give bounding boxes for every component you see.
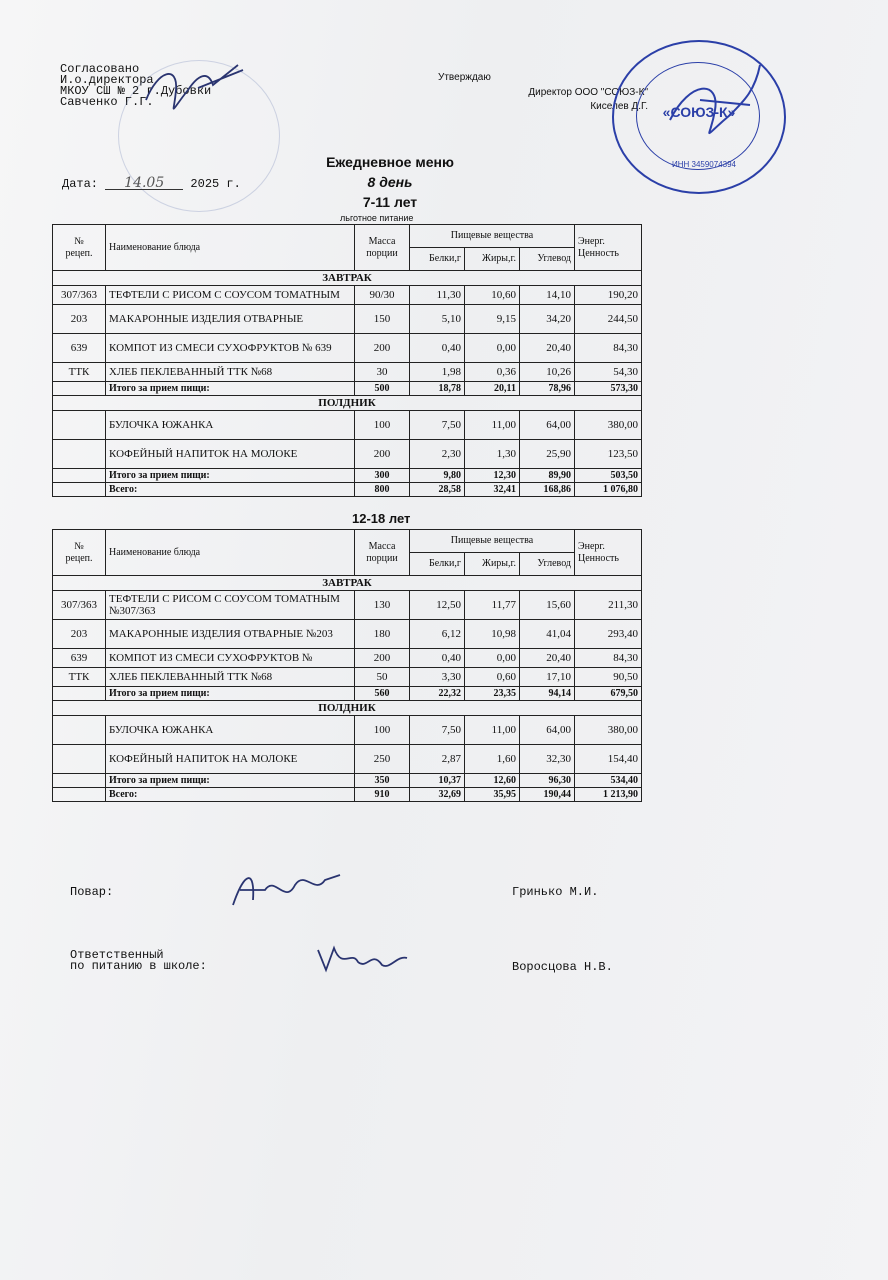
total-protein: 10,37: [410, 774, 465, 788]
responsible-signature: [312, 940, 412, 980]
portion-mass: 180: [355, 620, 410, 649]
total-label: Итого за прием пищи:: [106, 382, 355, 396]
cook-label: Повар:: [70, 885, 114, 899]
total-carbs: 78,96: [520, 382, 575, 396]
energy-value: 190,20: [575, 286, 642, 305]
table-row: [53, 745, 642, 774]
approver-signature: [660, 60, 770, 150]
dish-name: КОФЕЙНЫЙ НАПИТОК НА МОЛОКЕ: [106, 745, 355, 774]
total-energy: 679,50: [575, 687, 642, 701]
cook-name: Гринько М.И.: [512, 885, 599, 899]
total-label: Итого за прием пищи:: [106, 687, 355, 701]
dish-name: КОМПОТ ИЗ СМЕСИ СУХОФРУКТОВ № 639: [106, 334, 355, 363]
recipe-code: [53, 440, 106, 469]
fat-value: 11,00: [465, 716, 520, 745]
total-energy: 503,50: [575, 469, 642, 483]
total-carbs: 94,14: [520, 687, 575, 701]
protein-value: 3,30: [410, 668, 465, 687]
total-fat: 12,60: [465, 774, 520, 788]
portion-mass: 250: [355, 745, 410, 774]
energy-value: 380,00: [575, 716, 642, 745]
carbs-value: 14,10: [520, 286, 575, 305]
dish-name: КОФЕЙНЫЙ НАПИТОК НА МОЛОКЕ: [106, 440, 355, 469]
stamp-name: «СОЮЗ-К»: [662, 104, 736, 120]
header-nutrients: Пищевые вещества: [410, 530, 575, 553]
protein-value: 11,30: [410, 286, 465, 305]
section-snack: ПОЛДНИК: [53, 396, 642, 411]
dish-name: ТЕФТЕЛИ С РИСОМ С СОУСОМ ТОМАТНЫМ: [106, 286, 355, 305]
total-fat: 32,41: [465, 483, 520, 497]
breakfast-total-row: [53, 382, 642, 396]
grand-total-row: [53, 483, 642, 497]
total-energy: 534,40: [575, 774, 642, 788]
fat-value: 11,00: [465, 411, 520, 440]
portion-mass: 100: [355, 411, 410, 440]
header-fat: Жиры,г.: [465, 553, 520, 576]
carbs-value: 15,60: [520, 591, 575, 620]
header-nutrients: Пищевые вещества: [410, 225, 575, 248]
protein-value: 7,50: [410, 716, 465, 745]
energy-value: 54,30: [575, 363, 642, 382]
recipe-code: 203: [53, 305, 106, 334]
breakfast-total-row: [53, 687, 642, 701]
dish-name: БУЛОЧКА ЮЖАНКА: [106, 716, 355, 745]
note: льготное питание: [340, 213, 414, 223]
header-row: [53, 530, 642, 553]
carbs-value: 10,26: [520, 363, 575, 382]
fat-value: 9,15: [465, 305, 520, 334]
title-day: 8 день: [367, 174, 413, 190]
energy-value: 90,50: [575, 668, 642, 687]
header-fat: Жиры,г.: [465, 248, 520, 271]
portion-mass: 150: [355, 305, 410, 334]
fat-value: 10,98: [465, 620, 520, 649]
carbs-value: 41,04: [520, 620, 575, 649]
table-row: [53, 620, 642, 649]
approval-left-line4: Савченко Г.Г.: [60, 95, 154, 109]
recipe-code: 639: [53, 649, 106, 668]
protein-value: 12,50: [410, 591, 465, 620]
energy-value: 211,30: [575, 591, 642, 620]
carbs-value: 17,10: [520, 668, 575, 687]
total-mass: 800: [355, 483, 410, 497]
fat-value: 10,60: [465, 286, 520, 305]
dish-name: КОМПОТ ИЗ СМЕСИ СУХОФРУКТОВ №: [106, 649, 355, 668]
responsible-name: Воросцова Н.В.: [512, 960, 613, 974]
carbs-value: 32,30: [520, 745, 575, 774]
energy-value: 84,30: [575, 649, 642, 668]
recipe-code: 203: [53, 620, 106, 649]
responsible-label: [70, 950, 207, 972]
age-group-heading: 12-18 лет: [352, 511, 411, 526]
portion-mass: 50: [355, 668, 410, 687]
total-mass: 500: [355, 382, 410, 396]
header-carbs: Углевод: [520, 248, 575, 271]
title-age: 7-11 лет: [362, 194, 418, 210]
approval-left-line3: МКОУ СШ № 2 г.Дубовки: [60, 84, 212, 98]
fat-value: 0,60: [465, 668, 520, 687]
total-mass: 560: [355, 687, 410, 701]
header-name: Наименование блюда: [106, 225, 355, 271]
header-energy: Энерг. Ценность: [575, 225, 642, 271]
fat-value: 0,00: [465, 649, 520, 668]
date-line: [62, 175, 241, 191]
table-row: [53, 286, 642, 305]
total-carbs: 89,90: [520, 469, 575, 483]
portion-mass: 100: [355, 716, 410, 745]
header-protein: Белки,г: [410, 553, 465, 576]
total-protein: 22,32: [410, 687, 465, 701]
dish-name: БУЛОЧКА ЮЖАНКА: [106, 411, 355, 440]
header-code: № рецеп.: [53, 225, 106, 271]
table-row: [53, 668, 642, 687]
total-fat: 12,30: [465, 469, 520, 483]
dish-name: МАКАРОННЫЕ ИЗДЕЛИЯ ОТВАРНЫЕ №203: [106, 620, 355, 649]
carbs-value: 64,00: [520, 411, 575, 440]
header-mass: Масса порции: [355, 225, 410, 271]
page-title: [300, 152, 480, 212]
energy-value: 380,00: [575, 411, 642, 440]
snack-total-row: [53, 774, 642, 788]
table-row: [53, 411, 642, 440]
header-row: [53, 225, 642, 248]
header-mass: Масса порции: [355, 530, 410, 576]
energy-value: 293,40: [575, 620, 642, 649]
total-carbs: 168,86: [520, 483, 575, 497]
section-breakfast: ЗАВТРАК: [53, 576, 642, 591]
recipe-code: [53, 745, 106, 774]
total-protein: 9,80: [410, 469, 465, 483]
total-fat: 20,11: [465, 382, 520, 396]
protein-value: 2,87: [410, 745, 465, 774]
recipe-code: [53, 411, 106, 440]
total-energy: 573,30: [575, 382, 642, 396]
approval-left-line1: Согласовано: [60, 62, 140, 76]
approval-right-line1: Директор ООО "СОЮЗ-К": [528, 87, 648, 98]
total-carbs: 96,30: [520, 774, 575, 788]
header-code: № рецеп.: [53, 530, 106, 576]
energy-value: 154,40: [575, 745, 642, 774]
table-row: [53, 716, 642, 745]
recipe-code: 307/363: [53, 591, 106, 620]
recipe-code: 639: [53, 334, 106, 363]
responsible-label-line2: по питанию в школе:: [70, 959, 207, 973]
carbs-value: 64,00: [520, 716, 575, 745]
grand-total-row: [53, 788, 642, 802]
protein-value: 0,40: [410, 334, 465, 363]
table-row: [53, 305, 642, 334]
recipe-code: 307/363: [53, 286, 106, 305]
portion-mass: 200: [355, 649, 410, 668]
total-label: Всего:: [106, 788, 355, 802]
total-fat: 23,35: [465, 687, 520, 701]
total-energy: 1 213,90: [575, 788, 642, 802]
header-carbs: Углевод: [520, 553, 575, 576]
recipe-code: ТТК: [53, 668, 106, 687]
portion-mass: 130: [355, 591, 410, 620]
total-mass: 910: [355, 788, 410, 802]
total-protein: 28,58: [410, 483, 465, 497]
date-year: 2025 г.: [190, 177, 241, 191]
protein-value: 6,12: [410, 620, 465, 649]
energy-value: 84,30: [575, 334, 642, 363]
responsible-label-line1: Ответственный: [70, 948, 164, 962]
protein-value: 2,30: [410, 440, 465, 469]
portion-mass: 90/30: [355, 286, 410, 305]
portion-mass: 200: [355, 334, 410, 363]
snack-total-row: [53, 469, 642, 483]
carbs-value: 25,90: [520, 440, 575, 469]
total-label: Итого за прием пищи:: [106, 774, 355, 788]
energy-value: 123,50: [575, 440, 642, 469]
total-label: Всего:: [106, 483, 355, 497]
header-energy: Энерг. Ценность: [575, 530, 642, 576]
total-mass: 350: [355, 774, 410, 788]
dish-name: МАКАРОННЫЕ ИЗДЕЛИЯ ОТВАРНЫЕ: [106, 305, 355, 334]
menu-table-12-18: [52, 529, 642, 802]
dish-name: ХЛЕБ ПЕКЛЕВАННЫЙ ТТК №68: [106, 363, 355, 382]
fat-value: 0,00: [465, 334, 520, 363]
carbs-value: 34,20: [520, 305, 575, 334]
protein-value: 0,40: [410, 649, 465, 668]
date-label: Дата:: [62, 177, 99, 191]
approval-left-line2: И.о.директора: [60, 73, 154, 87]
menu-table-7-11: [52, 224, 642, 497]
recipe-code: ТТК: [53, 363, 106, 382]
fat-value: 11,77: [465, 591, 520, 620]
table-row: [53, 334, 642, 363]
total-carbs: 190,44: [520, 788, 575, 802]
table-row: [53, 591, 642, 620]
fat-value: 1,60: [465, 745, 520, 774]
portion-mass: 30: [355, 363, 410, 382]
energy-value: 244,50: [575, 305, 642, 334]
title-line1: Ежедневное меню: [326, 154, 454, 170]
carbs-value: 20,40: [520, 649, 575, 668]
section-snack: ПОЛДНИК: [53, 701, 642, 716]
dish-name: ХЛЕБ ПЕКЛЕВАННЫЙ ТТК №68: [106, 668, 355, 687]
stamp-inn: ИНН 3459074394: [671, 160, 737, 169]
section-breakfast: ЗАВТРАК: [53, 271, 642, 286]
header-protein: Белки,г: [410, 248, 465, 271]
protein-value: 1,98: [410, 363, 465, 382]
cook-signature: [225, 865, 345, 915]
table-row: [53, 363, 642, 382]
recipe-code: [53, 716, 106, 745]
header-name: Наименование блюда: [106, 530, 355, 576]
total-protein: 32,69: [410, 788, 465, 802]
carbs-value: 20,40: [520, 334, 575, 363]
fat-value: 1,30: [465, 440, 520, 469]
table-row: [53, 440, 642, 469]
table-row: [53, 649, 642, 668]
portion-mass: 200: [355, 440, 410, 469]
approve-label: Утверждаю: [438, 72, 491, 83]
total-label: Итого за прием пищи:: [106, 469, 355, 483]
approval-right-line2: Киселев Д.Г.: [590, 101, 648, 112]
protein-value: 7,50: [410, 411, 465, 440]
total-fat: 35,95: [465, 788, 520, 802]
fat-value: 0,36: [465, 363, 520, 382]
total-mass: 300: [355, 469, 410, 483]
protein-value: 5,10: [410, 305, 465, 334]
dish-name: ТЕФТЕЛИ С РИСОМ С СОУСОМ ТОМАТНЫМ №307/363: [106, 591, 355, 620]
date-value: 14.05: [105, 178, 183, 190]
total-protein: 18,78: [410, 382, 465, 396]
total-energy: 1 076,80: [575, 483, 642, 497]
